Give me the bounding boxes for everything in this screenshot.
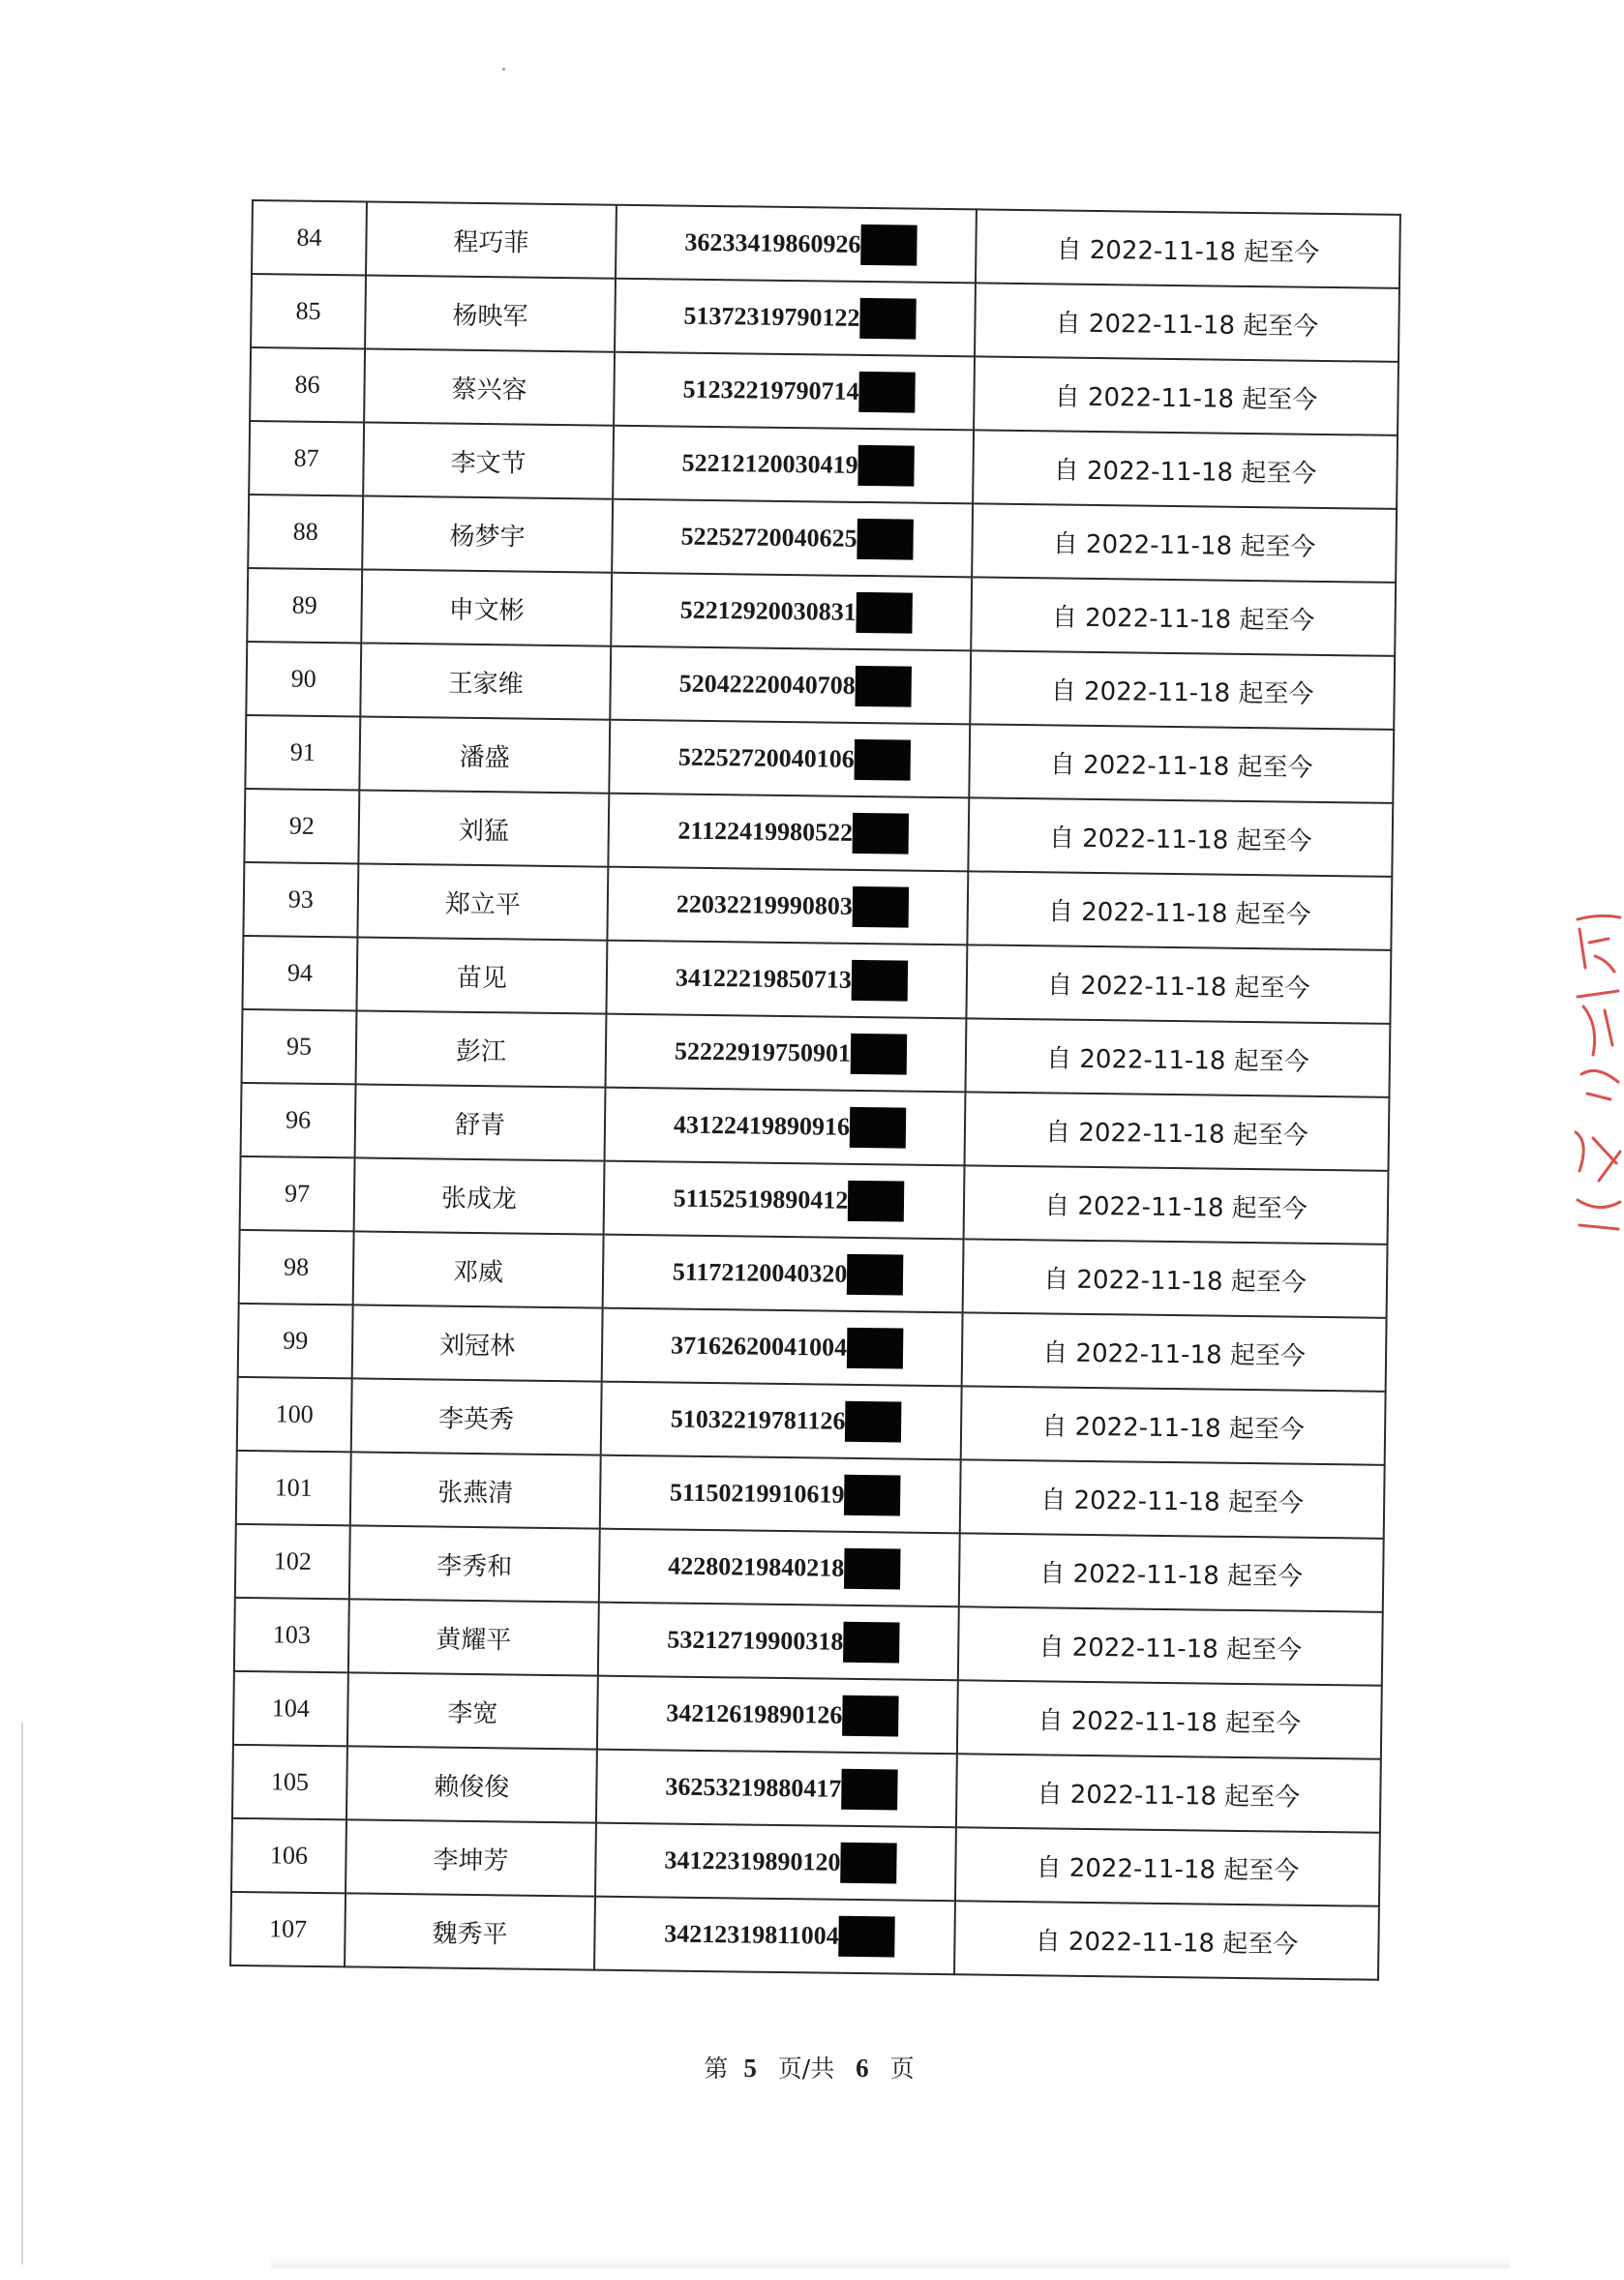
id-number-text: 52212120030419: [681, 448, 858, 479]
redaction-block: [847, 1254, 904, 1296]
id-number-wrapper: [670, 589, 913, 633]
id-number-cell: [595, 1823, 956, 1902]
redaction-block: [858, 372, 916, 413]
id-number-text: 43122419890916: [673, 1110, 851, 1141]
id-number-wrapper: [671, 516, 914, 559]
period-cell: 自 2022-11-18 起至今: [966, 945, 1391, 1023]
period-cell: 自 2022-11-18 起至今: [965, 1092, 1390, 1170]
redaction-block: [845, 1401, 902, 1443]
redaction-block: [844, 1475, 901, 1516]
id-number-cell: [604, 1161, 965, 1240]
id-number-text: 51032219781126: [670, 1404, 846, 1435]
row-number-cell: 90: [246, 642, 361, 716]
name-cell: 黄耀平: [348, 1599, 599, 1675]
redaction-block: [843, 1622, 900, 1664]
id-number-text: 34122319890120: [664, 1845, 841, 1876]
id-number-text: 34212319811004: [664, 1919, 839, 1950]
name-cell: 申文彬: [361, 569, 612, 645]
name-cell: 李英秀: [351, 1378, 602, 1455]
period-cell: 自 2022-11-18 起至今: [969, 724, 1394, 802]
id-number-cell: [610, 646, 971, 725]
id-number-text: 51372319790122: [683, 301, 860, 332]
row-number-cell: 104: [233, 1671, 348, 1746]
table-row: [230, 1892, 1379, 1980]
name-cell: 魏秀平: [345, 1893, 595, 1969]
row-number-cell: 101: [236, 1451, 351, 1525]
id-number-wrapper: [656, 1693, 899, 1736]
id-number-text: 52222919750901: [674, 1036, 852, 1067]
id-number-wrapper: [668, 810, 909, 854]
redaction-block: [859, 298, 917, 340]
period-cell: 自 2022-11-18 起至今: [963, 1239, 1388, 1317]
id-number-cell: [606, 941, 967, 1019]
id-number-cell: [600, 1455, 961, 1534]
id-number-text: 34212619890126: [666, 1698, 843, 1729]
row-number-cell: 86: [250, 347, 365, 422]
name-cell: 杨映军: [365, 275, 616, 351]
id-number-wrapper: [660, 1472, 901, 1515]
id-number-cell: [601, 1382, 962, 1460]
name-cell: 赖俊俊: [346, 1746, 597, 1822]
footer-middle: 页/共: [777, 2055, 835, 2083]
redaction-block: [853, 813, 910, 855]
period-cell: 自 2022-11-18 起至今: [967, 871, 1392, 949]
id-number-wrapper: [664, 1104, 907, 1148]
name-cell: 程巧菲: [366, 201, 617, 278]
name-cell: 邓威: [353, 1231, 604, 1307]
period-cell: 自 2022-11-18 起至今: [958, 1606, 1383, 1685]
id-number-text: 52212920030831: [679, 595, 857, 626]
row-number-cell: 88: [248, 495, 363, 569]
redaction-block: [857, 445, 915, 487]
footer-page-number: 5: [743, 2054, 757, 2083]
period-cell: 自 2022-11-18 起至今: [956, 1754, 1381, 1832]
id-number-text: 53212719900318: [667, 1625, 844, 1656]
id-number-cell: [598, 1603, 959, 1681]
name-cell: 刘猛: [358, 790, 609, 866]
id-number-text: 21122419980522: [677, 816, 854, 847]
redaction-block: [855, 666, 912, 707]
row-number-cell: 92: [244, 789, 359, 863]
row-number-cell: 105: [232, 1745, 347, 1819]
id-number-wrapper: [666, 957, 909, 1001]
id-number-wrapper: [669, 736, 912, 780]
redaction-block: [853, 886, 910, 928]
id-number-text: 52252720040106: [677, 742, 855, 773]
id-number-wrapper: [672, 442, 915, 486]
name-cell: 李秀和: [349, 1525, 600, 1602]
period-cell: 自 2022-11-18 起至今: [965, 1018, 1390, 1096]
row-number-cell: 93: [243, 862, 358, 937]
name-cell: 张燕清: [350, 1452, 601, 1528]
redaction-block: [860, 225, 917, 266]
name-cell: 张成龙: [354, 1157, 605, 1234]
id-number-cell: [596, 1750, 957, 1828]
id-number-text: 52252720040625: [680, 522, 857, 553]
footer-prefix: 第: [704, 2055, 729, 2083]
row-number-cell: 85: [251, 274, 366, 348]
period-cell: 自 2022-11-18 起至今: [959, 1533, 1384, 1611]
id-number-text: 51152519890412: [673, 1184, 849, 1215]
period-cell: 自 2022-11-18 起至今: [973, 430, 1398, 508]
name-cell: 李宽: [347, 1672, 598, 1749]
id-number-wrapper: [663, 1178, 904, 1221]
name-cell: 李坤芳: [346, 1819, 596, 1896]
redaction-block: [847, 1328, 904, 1369]
row-number-cell: 102: [235, 1524, 350, 1599]
id-number-cell: [597, 1676, 958, 1755]
id-number-cell: [615, 279, 976, 357]
id-number-cell: [603, 1235, 964, 1313]
row-number-cell: 100: [237, 1377, 352, 1452]
period-cell: 自 2022-11-18 起至今: [971, 577, 1396, 655]
period-cell: 自 2022-11-18 起至今: [961, 1386, 1386, 1464]
redaction-block: [842, 1695, 899, 1737]
period-cell: 自 2022-11-18 起至今: [964, 1165, 1389, 1244]
period-cell: 自 2022-11-18 起至今: [975, 283, 1399, 361]
period-cell: 自 2022-11-18 起至今: [968, 797, 1393, 876]
id-number-cell: [605, 1014, 966, 1093]
name-cell: 刘冠林: [352, 1305, 603, 1381]
redaction-block: [839, 1916, 896, 1958]
period-cell: 自 2022-11-18 起至今: [974, 356, 1398, 435]
id-number-wrapper: [674, 295, 917, 339]
redaction-block: [840, 1843, 897, 1884]
red-seal-stamp: [1570, 910, 1624, 1239]
id-number-wrapper: [663, 1251, 904, 1295]
id-number-wrapper: [655, 1766, 898, 1810]
id-number-text: 42280219840218: [668, 1551, 845, 1582]
id-number-cell: [607, 867, 968, 945]
name-cell: 李文节: [363, 422, 614, 498]
period-cell: 自 2022-11-18 起至今: [970, 650, 1395, 729]
id-number-wrapper: [658, 1545, 901, 1589]
id-number-wrapper: [654, 1840, 897, 1883]
id-number-text: 36253219880417: [665, 1772, 842, 1803]
id-number-cell: [608, 794, 969, 872]
id-number-wrapper: [665, 1031, 908, 1074]
roster-table: [229, 199, 1401, 1981]
row-number-cell: 107: [230, 1892, 346, 1966]
row-number-cell: 106: [231, 1818, 346, 1893]
row-number-cell: 91: [245, 715, 360, 790]
id-number-cell: [599, 1529, 960, 1607]
id-number-text: 51150219910619: [669, 1478, 845, 1509]
scan-speck: [502, 68, 505, 71]
name-cell: 苗见: [356, 937, 607, 1013]
row-number-cell: 103: [234, 1598, 349, 1672]
footer-suffix: 页: [889, 2055, 915, 2083]
period-cell: 自 2022-11-18 起至今: [957, 1680, 1382, 1758]
footer-total-pages: 6: [856, 2054, 869, 2083]
name-cell: 彭江: [356, 1010, 607, 1087]
scan-edge-line: [21, 1723, 23, 2265]
name-cell: 杨梦宇: [362, 495, 613, 572]
row-number-cell: 94: [242, 936, 357, 1010]
id-number-cell: [613, 426, 974, 504]
redaction-block: [841, 1769, 898, 1811]
id-number-cell: [611, 573, 972, 651]
name-cell: 王家维: [360, 643, 611, 719]
id-number-wrapper: [661, 1398, 902, 1442]
id-number-wrapper: [657, 1619, 900, 1663]
redaction-block: [851, 1034, 908, 1075]
period-cell: 自 2022-11-18 起至今: [960, 1459, 1385, 1538]
id-number-text: 52042220040708: [678, 669, 856, 700]
redaction-block: [848, 1181, 905, 1222]
id-number-wrapper: [661, 1325, 904, 1368]
id-number-text: 22032219990803: [676, 889, 854, 920]
scan-bottom-shadow: [271, 2255, 1510, 2268]
id-number-wrapper: [675, 223, 917, 266]
period-cell: 自 2022-11-18 起至今: [962, 1312, 1387, 1391]
row-number-cell: 89: [247, 568, 362, 643]
redaction-block: [856, 592, 913, 634]
id-number-wrapper: [669, 663, 912, 706]
name-cell: 舒青: [355, 1084, 606, 1160]
id-number-text: 36233419860926: [684, 227, 861, 258]
id-number-text: 51172120040320: [672, 1257, 848, 1288]
id-number-wrapper: [654, 1913, 895, 1957]
row-number-cell: 99: [238, 1304, 353, 1378]
row-number-cell: 87: [249, 421, 364, 495]
id-number-text: 34122219850713: [675, 963, 853, 994]
id-number-cell: [612, 499, 973, 578]
id-number-cell: [609, 720, 970, 798]
row-number-cell: 84: [252, 200, 367, 275]
redaction-block: [857, 519, 914, 560]
row-number-cell: 96: [241, 1083, 356, 1157]
id-number-text: 37162620041004: [670, 1331, 848, 1362]
id-number-cell: [602, 1308, 963, 1387]
id-number-wrapper: [673, 369, 916, 412]
redaction-block: [844, 1548, 901, 1590]
id-number-wrapper: [667, 884, 910, 927]
period-cell: 自 2022-11-18 起至今: [954, 1901, 1379, 1979]
period-cell: 自 2022-11-18 起至今: [972, 503, 1397, 582]
redaction-block: [855, 739, 912, 781]
name-cell: 蔡兴容: [364, 348, 615, 425]
id-number-cell: [594, 1897, 955, 1975]
period-cell: 自 2022-11-18 起至今: [955, 1827, 1380, 1905]
page-footer: [0, 2050, 1624, 2085]
row-number-cell: 98: [239, 1230, 354, 1305]
id-number-cell: [616, 205, 977, 284]
name-cell: 潘盛: [359, 716, 610, 793]
name-cell: 郑立平: [357, 863, 608, 940]
id-number-cell: [605, 1088, 966, 1166]
period-cell: 自 2022-11-18 起至今: [976, 209, 1400, 287]
row-number-cell: 97: [240, 1156, 355, 1231]
id-number-text: 51232219790714: [682, 375, 859, 405]
row-number-cell: 95: [242, 1009, 357, 1084]
redaction-block: [852, 960, 909, 1002]
id-number-cell: [614, 352, 975, 431]
roster-table-body: [230, 200, 1400, 1980]
redaction-block: [850, 1107, 907, 1149]
